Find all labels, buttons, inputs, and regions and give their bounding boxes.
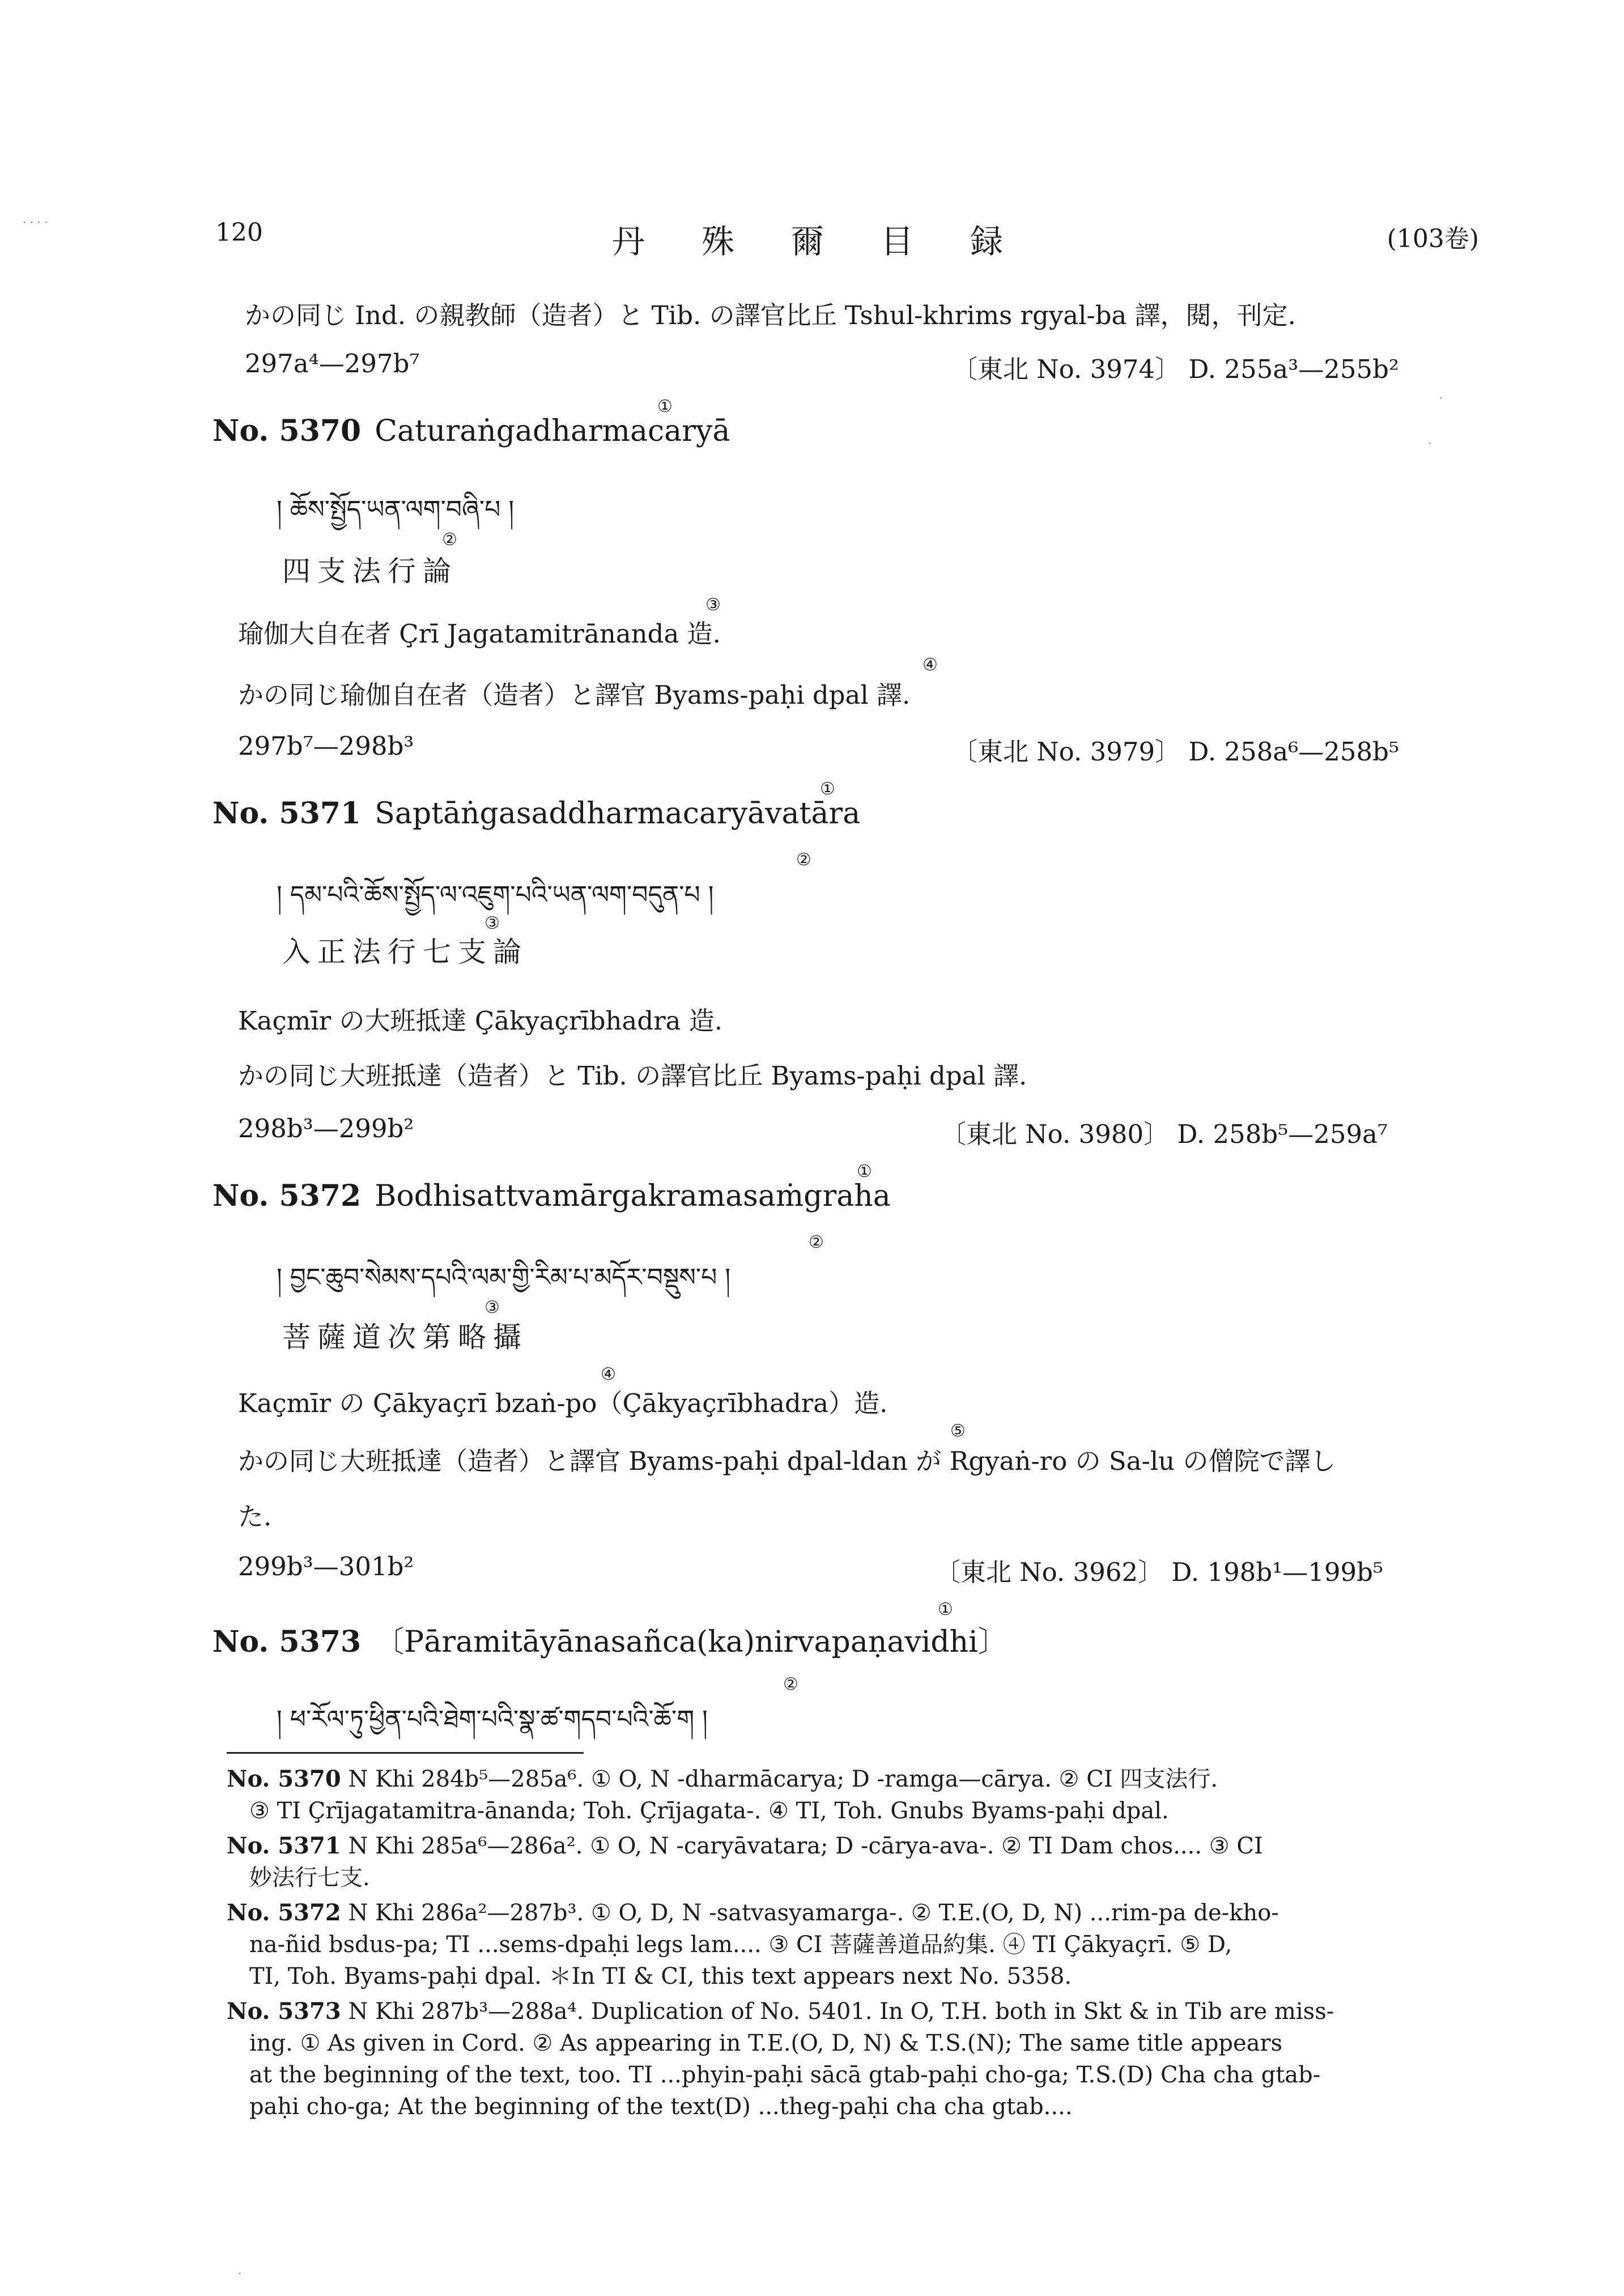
book-title: 丹殊爾目録 — [612, 222, 1060, 261]
footnote-5371 — [227, 1830, 1462, 1894]
footnote-line: TI, Toh. Byams-paḥi dpal. ＊In TI & CI, this text appears next No. 5358. — [249, 1963, 1072, 1989]
footnote-entry-number: No. 5371 — [227, 1832, 341, 1859]
entry-heading — [212, 1179, 891, 1213]
scan-speck: · — [1439, 391, 1443, 405]
footnote-marker: ③ — [484, 913, 500, 933]
footnote-line: N Khi 285a⁶—286a². ① O, N -caryāvatara; D -cārya-ava-. ② TI Dam chos.... ③ CI — [348, 1833, 1263, 1859]
preceding-ref: 〔東北 No. 3974〕 D. 255a³—255b² — [952, 354, 1399, 384]
footnote-marker: ② — [442, 530, 457, 550]
translator-line-continued: た. — [238, 1502, 272, 1532]
scan-speck: · · · · — [23, 215, 48, 229]
preceding-translator-line: かの同じ Ind. の親教師（造者）と Tib. の譯官比丘 Tshul-khrims rgyal-ba 譯，閱，刊定. — [245, 300, 1296, 330]
author-line: Kaçmīr の大班抵達 Çākyaçrībhadra 造. — [238, 1006, 723, 1036]
footnote-5370 — [227, 1763, 1462, 1827]
footnote-marker: ① — [820, 779, 835, 799]
footnote-line: na-ñid bsdus-pa; TI ...sems-dpaḥi legs lam.... ③ CI 菩薩善道品約集. ④ TI Çākyaçrī. ⑤ D, — [249, 1932, 1232, 1958]
author-line: Kaçmīr の Çākyaçrī bzaṅ-po（Çākyaçrībhadra）造. — [238, 1388, 888, 1418]
entry-heading — [212, 414, 730, 448]
footnote-marker: ① — [857, 1162, 872, 1181]
sanskrit-title: Saptāṅgasaddharmacaryāvatāra — [375, 797, 861, 831]
footnote-marker: ④ — [601, 1364, 616, 1384]
footnote-marker: ② — [783, 1674, 798, 1694]
footnote-line: ③ TI Çrījagatamitra-ānanda; Toh. Çrījagata-. ④ TI, Toh. Gnubs Byams-paḥi dpal. — [249, 1798, 1169, 1824]
entry-number: No. 5372 — [212, 1179, 362, 1213]
scan-speck: · — [1428, 436, 1432, 450]
catalog-ref: 〔東北 No. 3980〕 D. 258b⁵—259a⁷ — [941, 1119, 1388, 1149]
footnote-line: paḥi cho-ga; At the beginning of the text(D) ...theg-paḥi cha cha gtab.... — [249, 2094, 1073, 2120]
tibetan-title: ། ཆོས་སྤྱོད་ཡན་ལག་བཞི་པ ། — [277, 495, 515, 524]
footnote-marker: ③ — [705, 595, 721, 615]
footnote-marker: ② — [796, 850, 811, 870]
footnote-line: 妙法行七支. — [249, 1865, 370, 1891]
page-number: 120 — [215, 218, 263, 247]
folio-range: 298b³—299b² — [238, 1113, 414, 1143]
folio-range: 299b³—301b² — [238, 1551, 414, 1581]
footnote-marker: ② — [809, 1232, 824, 1252]
sanskrit-title: Caturaṅgadharmacaryā — [375, 414, 730, 448]
catalog-ref: 〔東北 No. 3962〕 D. 198b¹—199b⁵ — [935, 1557, 1383, 1587]
footnote-marker: ① — [657, 397, 673, 416]
tibetan-title: ། བྱང་ཆུབ་སེམས་དཔའི་ལམ་གྱི་རིམ་པ་མདོར་བསྡུས་པ ། — [277, 1263, 731, 1292]
footnote-entry-number: No. 5373 — [227, 1998, 341, 2025]
footnote-line: N Khi 286a²—287b³. ① O, D, N -satvasyamarga-. ② T.E.(O, D, N) ...rim-pa de-kho- — [348, 1900, 1279, 1926]
footnote-marker: ④ — [922, 655, 938, 675]
chinese-title: 四支法行論 — [282, 555, 458, 588]
entry-number: No. 5371 — [212, 796, 362, 831]
footnote-5372 — [227, 1897, 1462, 1992]
entry-number: No. 5370 — [212, 414, 362, 448]
author-line: 瑜伽大自在者 Çrī Jagatamitrānanda 造. — [238, 619, 721, 649]
page-header — [215, 218, 1479, 261]
catalog-ref: 〔東北 No. 3979〕 D. 258a⁶—258b⁵ — [952, 737, 1399, 767]
entry-heading — [212, 1618, 1007, 1660]
tibetan-title: ། དམ་པའི་ཆོས་སྤྱོད་ལ་འཇུག་པའི་ཡན་ལག་བདུན་པ ། — [277, 881, 714, 909]
tibetan-title: ། ཕ་རོལ་ཏུ་ཕྱིན་པའི་ཐེག་པའི་སྣ་ཚ་གདབ་པའི་ཆོ་ག ། — [277, 1705, 708, 1734]
footnote-line: at the beginning of the text, too. TI ...phyin-paḥi sācā gtab-paḥi cho-ga; T.S.(D) Cha cha gtab- — [249, 2062, 1321, 2088]
folio-range: 297b⁷—298b³ — [238, 731, 414, 761]
translator-line: かの同じ大班抵達（造者）と譯官 Byams-paḥi dpal-ldan が Rgyaṅ-ro の Sa-lu の僧院で譯し — [238, 1446, 1336, 1476]
translator-line: かの同じ瑜伽自在者（造者）と譯官 Byams-paḥi dpal 譯. — [238, 680, 911, 710]
footnote-rule — [227, 1752, 584, 1754]
footnote-line: N Khi 284b⁵—285a⁶. ① O, N -dharmācarya; D -ramga—cārya. ② CI 四支法行. — [348, 1766, 1218, 1792]
entry-heading — [212, 796, 860, 831]
chinese-title: 菩薩道次第略攝 — [282, 1321, 528, 1354]
chinese-title: 入正法行七支論 — [282, 936, 528, 968]
preceding-folio: 297a⁴—297b⁷ — [245, 348, 420, 379]
footnote-marker: ③ — [484, 1298, 500, 1317]
sanskrit-title: Bodhisattvamārgakramasaṁgraha — [375, 1179, 891, 1213]
sanskrit-title: 〔Pāramitāyānasañca(ka)nirvapaṇavidhi〕 — [375, 1625, 1007, 1659]
translator-line: かの同じ大班抵達（造者）と Tib. の譯官比丘 Byams-paḥi dpal 譯. — [238, 1061, 1027, 1091]
footnote-5373 — [227, 1996, 1462, 2123]
footnote-marker: ⑤ — [950, 1421, 966, 1441]
footnote-entry-number: No. 5372 — [227, 1899, 341, 1926]
footnote-entry-number: No. 5370 — [227, 1766, 341, 1792]
volume-label: (103卷) — [1387, 224, 1479, 253]
entry-number: No. 5373 — [212, 1625, 362, 1659]
footnote-marker: ① — [938, 1600, 953, 1619]
footnote-line: ing. ① As given in Cord. ② As appearing in T.E.(O, D, N) & T.S.(N); The same title appears — [249, 2030, 1283, 2056]
scan-speck: · — [238, 2267, 242, 2280]
footnote-line: N Khi 287b³—288a⁴. Duplication of No. 5401. In O, T.H. both in Skt & in Tib are miss- — [348, 1999, 1334, 2025]
